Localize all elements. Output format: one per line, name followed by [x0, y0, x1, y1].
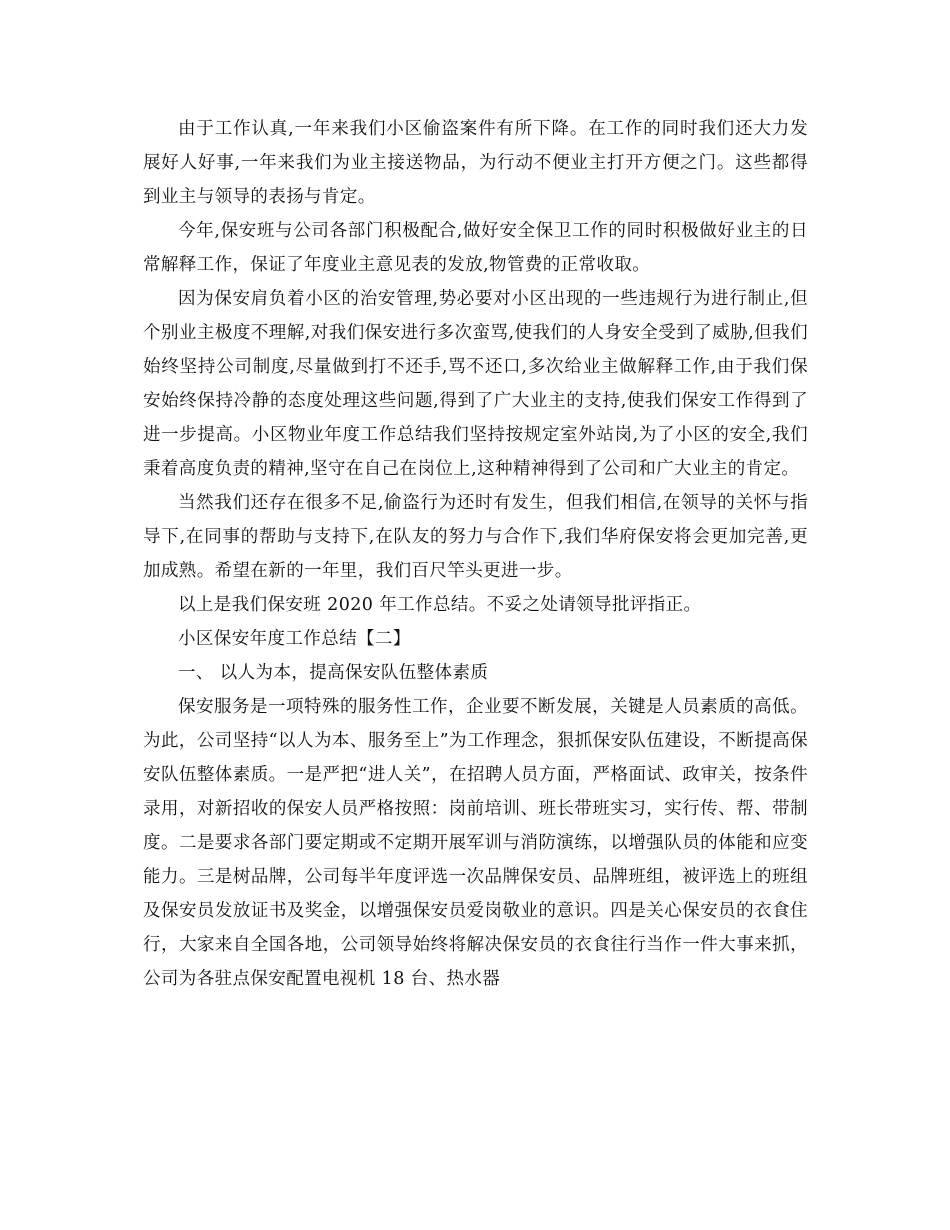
document-body [143, 112, 808, 996]
paragraph-3: 因为保安肩负着小区的治安管理,势必要对小区出现的一些违规行为进行制止,但个别业主极度不理解,对我们保安进行多次蛮骂,使我们的人身安全受到了威胁,但我们始终坚持公司制度,尽量做到打不还手,骂不还口,多次给业主做解释工作,由于我们保安始终保持冷静的态度处理这些问题,得到了广大业主的支持,使我们保安工作得到了进一步提高。小区物业年度工作总结我们坚持按规定室外站岗,为了小区的安全,我们秉着高度负责的精神,坚守在自己在岗位上,这种精神得到了公司和广大业主的肯定。 [143, 289, 808, 479]
paragraph-4: 当然我们还存在很多不足,偷盗行为还时有发生，但我们相信,在领导的关怀与指导下,在同事的帮助与支持下,在队友的努力与合作下,我们华府保安将会更加完善,更加成熟。希望在新的一年里，我们百尺竿头更进一步。 [143, 493, 808, 581]
paragraph-5: 以上是我们保安班 2020 年工作总结。不妥之处请领导批评指正。 [178, 595, 702, 615]
paragraph-6: 保安服务是一项特殊的服务性工作，企业要不断发展，关键是人员素质的高低。为此，公司坚持“以人为本、服务至上”为工作理念，狠抓保安队伍建设，不断提高保安队伍整体素质。一是严把“进人关”，在招聘人员方面，严格面试、政审关，按条件录用，对新招收的保安人员严格按照：岗前培训、班长带班实习，实行传、帮、带制度。二是要求各部门要定期或不定期开展军训与消防演练，以增强队员的体能和应变能力。三是树品牌，公司每半年度评选一次品牌保安员、品牌班组，被评选上的班组及保安员发放证书及奖金，以增强保安员爱岗敬业的意识。四是关心保安员的衣食住行，大家来自全国各地，公司领导始终将解决保安员的衣食往行当作一件大事来抓，公司为各驻点保安配置电视机 18 台、热水器 [143, 697, 808, 989]
paragraph-1: 由于工作认真,一年来我们小区偷盗案件有所下降。在工作的同时我们还大力发展好人好事,一年来我们为业主接送物品，为行动不便业主打开方便之门。这些都得到业主与领导的表扬与肯定。 [143, 119, 808, 207]
section-heading: 小区保安年度工作总结【二】 [178, 629, 411, 649]
subsection-heading: 一、 以人为本，提高保安队伍整体素质 [178, 663, 489, 683]
paragraph-2: 今年,保安班与公司各部门积极配合,做好安全保卫工作的同时积极做好业主的日常解释工作，保证了年度业主意见表的发放,物管费的正常收取。 [143, 221, 808, 275]
